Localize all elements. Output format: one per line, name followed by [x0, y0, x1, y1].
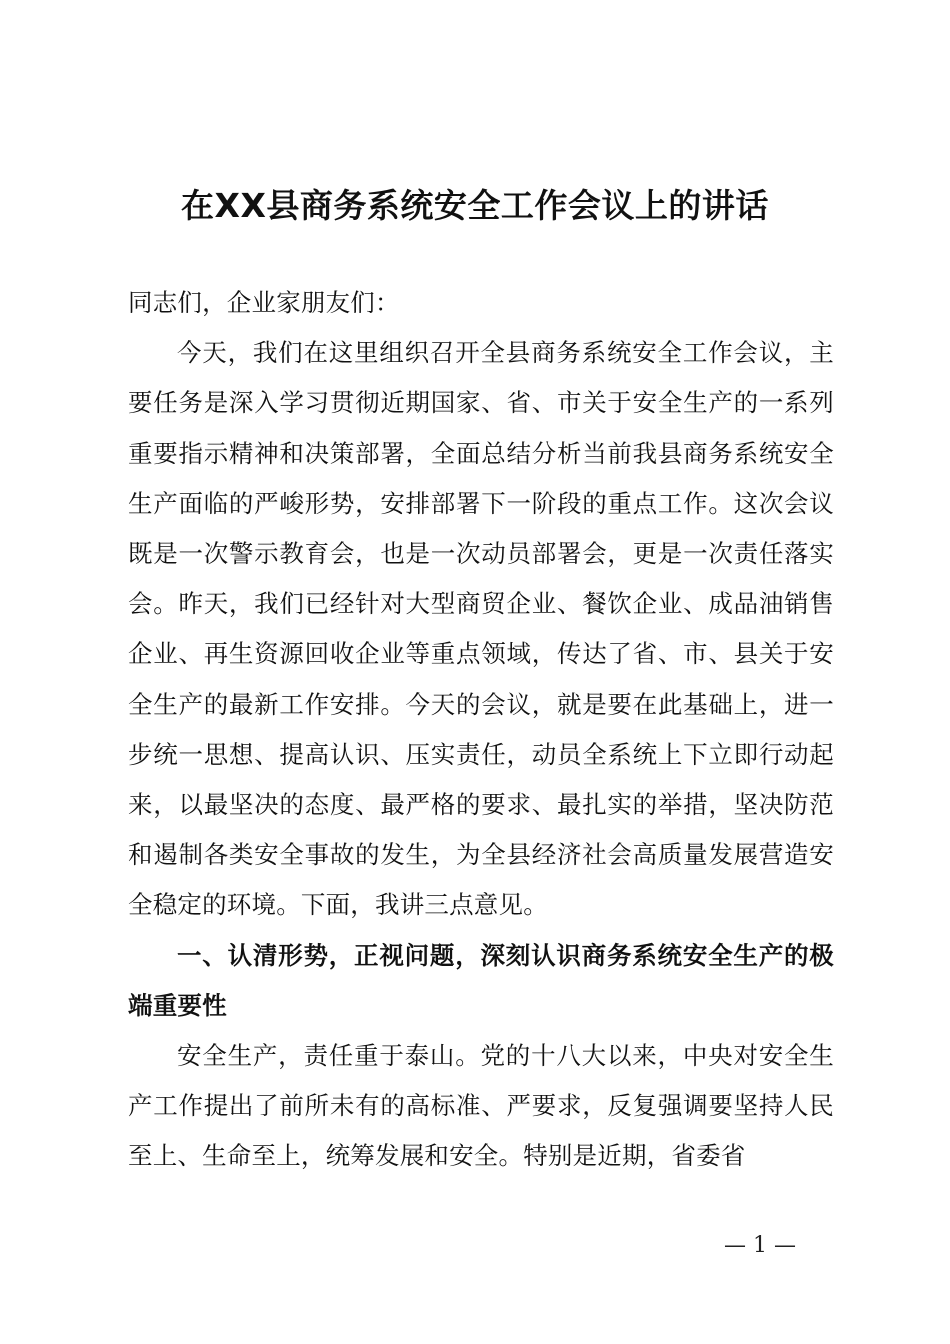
document-title: 在XX县商务系统安全工作会议上的讲话	[181, 186, 769, 225]
paragraph: 今天，我们在这里组织召开全县商务系统安全工作会议，主要任务是深入学习贯彻近期国家、省、市关于安全生产的一系列重要指示精神和决策部署，全面总结分析当前我县商务系统安全生产面临的严峻形势，安排部署下一阶段的重点工作。这次会议既是一次警示教育会，也是一次动员部署会，更是一次责任落实会。昨天，我们已经针对大型商贸企业、餐饮企业、成品油销售企业、再生资源回收企业等重点领域，传达了省、市、县关于安全生产的最新工作安排。今天的会议，就是要在此基础上，进一步统一思想、提高认识、压实责任，动员全系统上下立即行动起来，以最坚决的态度、最严格的要求、最扎实的举措，坚决防范和遏制各类安全事故的发生，为全县经济社会高质量发展营造安全稳定的环境。下面，我讲三点意见。	[128, 338, 834, 920]
document-body	[128, 278, 834, 1182]
paragraph: 安全生产，责任重于泰山。党的十八大以来，中央对安全生产工作提出了前所未有的高标准、严要求，反复强调要坚持人民至上、生命至上，统筹发展和安全。特别是近期，省委省	[128, 1041, 834, 1171]
page-number: — 1 —	[724, 1233, 796, 1258]
section-heading: 一、认清形势，正视问题，深刻认识商务系统安全生产的极端重要性	[128, 940, 834, 1020]
salutation: 同志们，企业家朋友们：	[128, 288, 400, 317]
